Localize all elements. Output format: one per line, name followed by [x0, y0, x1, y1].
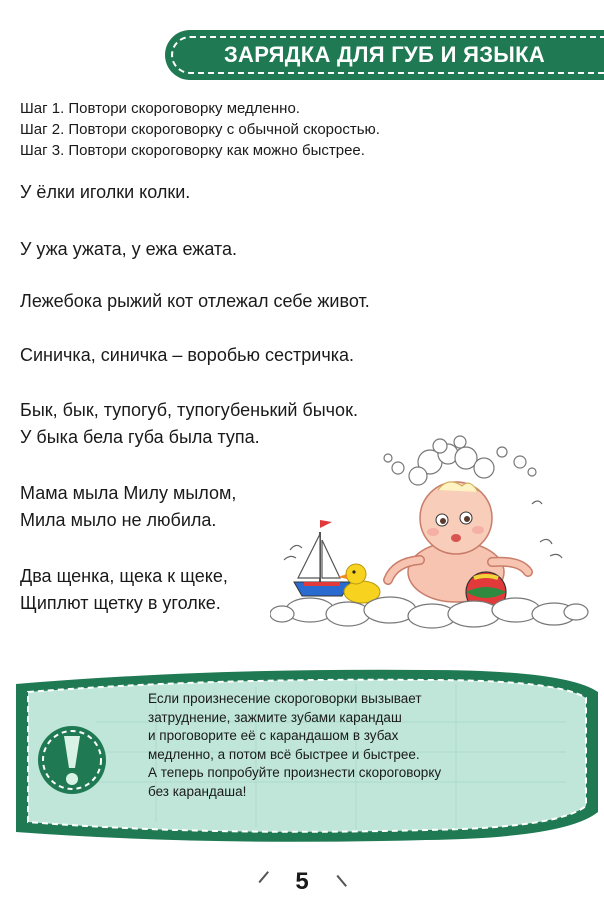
page-title: ЗАРЯДКА ДЛЯ ГУБ И ЯЗЫКА	[223, 42, 546, 67]
tip-line: медленно, а потом всё быстрее и быстрее.	[148, 746, 420, 762]
twister-line: Лежебока рыжий кот отлежал себе живот.	[20, 291, 370, 311]
tip-text	[148, 690, 508, 801]
twister-line: Мама мыла Милу мылом,	[20, 483, 237, 503]
twister-line: Синичка, синичка – воробью сестричка.	[20, 345, 354, 365]
twister-line: Два щенка, щека к щеке,	[20, 566, 228, 586]
page-number: 5	[295, 868, 309, 895]
foam-bubbles	[384, 436, 536, 485]
header-banner	[165, 30, 604, 80]
twister-line: Бык, бык, тупогуб, тупогубенький бычок.	[20, 400, 358, 420]
twister-3	[20, 288, 370, 315]
foam-base	[270, 597, 588, 628]
bathing-baby-illustration	[270, 432, 590, 642]
twister-1	[20, 179, 190, 206]
tip-line: и проговорите её с карандашом в зубах	[148, 728, 399, 743]
step-3: Шаг 3. Повтори скороговорку как можно быстрее.	[20, 142, 365, 159]
boat-icon	[294, 520, 350, 596]
twister-line: Мила мыло не любила.	[20, 510, 217, 530]
twister-6	[20, 480, 236, 534]
baby-head	[420, 482, 492, 554]
tip-line: Если произнесение скороговорки вызывает	[148, 691, 422, 706]
twister-7	[20, 563, 228, 617]
twister-line: У ёлки иголки колки.	[20, 182, 191, 202]
tip-line: без карандаша!	[148, 783, 247, 799]
twister-line: У быка бела губа была тупа.	[20, 427, 260, 447]
tip-line: затруднение, зажмите зубами карандаш	[148, 709, 402, 725]
twister-line: У ужа ужата, у ежа ежата.	[20, 239, 237, 259]
step-1: Шаг 1. Повтори скороговорку медленно.	[20, 100, 300, 117]
twister-4	[20, 342, 354, 369]
exclamation-icon	[38, 726, 106, 794]
twister-line: Щиплют щетку в уголке.	[20, 593, 221, 613]
twister-2	[20, 236, 237, 263]
step-2: Шаг 2. Повтори скороговорку с обычной скоростью.	[20, 121, 380, 138]
tip-line: А теперь попробуйте произнести скороговорку	[148, 765, 442, 780]
steps-list	[20, 98, 380, 161]
